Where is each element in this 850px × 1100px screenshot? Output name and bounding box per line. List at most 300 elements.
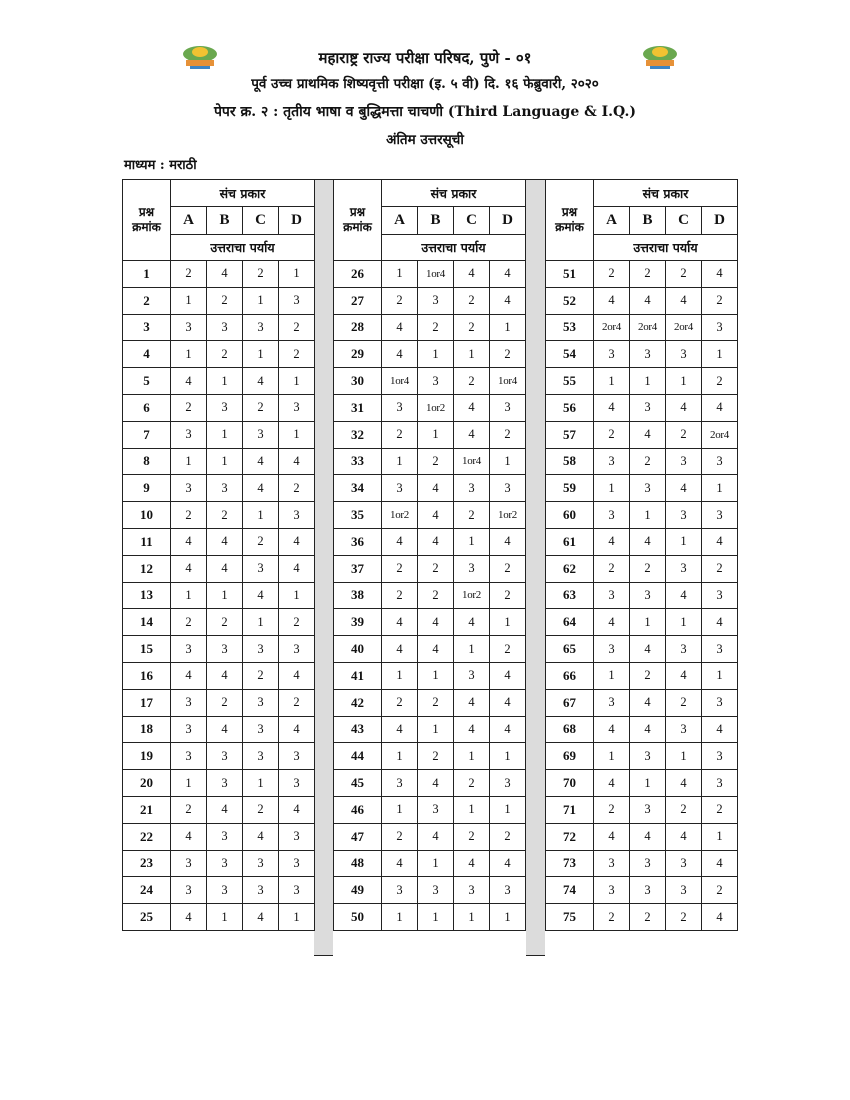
answer-cell: 4 [243,823,279,850]
question-number: 39 [334,609,382,636]
answer-cell: 4 [171,823,207,850]
answer-cell: 4 [243,904,279,931]
answer-cell: 1 [490,904,526,931]
table-row [546,555,738,582]
question-number: 47 [334,823,382,850]
answer-cell: 4 [490,662,526,689]
question-number: 64 [546,609,594,636]
table-row [334,877,526,904]
answer-cell: 3 [666,555,702,582]
question-number: 16 [123,662,171,689]
table-row [123,850,315,877]
table-row [334,662,526,689]
table-row [546,261,738,288]
answer-cell: 4 [279,716,315,743]
answer-cell: 1 [418,662,454,689]
table-row [546,528,738,555]
set-type-header: संच प्रकार [594,180,738,207]
table-row [123,341,315,368]
answer-cell: 4 [207,261,243,288]
answer-cell: 4 [418,823,454,850]
table-row [123,636,315,663]
answer-cell: 4 [594,770,630,797]
table-row [123,582,315,609]
answer-cell: 1or2 [418,394,454,421]
answer-cell: 3 [171,475,207,502]
answer-cell: 3 [207,877,243,904]
answer-cell: 1 [490,609,526,636]
answer-cell: 4 [702,609,738,636]
question-number: 6 [123,394,171,421]
answer-cell: 2 [418,582,454,609]
answer-cell: 3 [630,394,666,421]
answer-cell: 1 [454,796,490,823]
answer-cell: 1or4 [490,368,526,395]
question-number: 67 [546,689,594,716]
answer-cell: 3 [666,502,702,529]
question-number: 32 [334,421,382,448]
question-number: 66 [546,662,594,689]
answer-cell: 4 [490,261,526,288]
answer-cell: 1 [382,448,418,475]
table-row [123,716,315,743]
answer-cell: 1 [490,314,526,341]
answer-cell: 4 [702,261,738,288]
answer-cell: 2 [207,341,243,368]
answer-cell: 4 [490,689,526,716]
answer-cell: 3 [702,502,738,529]
answer-cell: 4 [666,582,702,609]
answer-cell: 3 [279,850,315,877]
table-row [546,448,738,475]
answer-cell: 4 [630,528,666,555]
answer-cell: 1 [702,823,738,850]
answer-cell: 4 [171,528,207,555]
answer-cell: 1 [490,796,526,823]
answer-cell: 2 [666,796,702,823]
answer-cell: 2 [630,261,666,288]
answer-cell: 1 [630,770,666,797]
set-type-header: संच प्रकार [171,180,315,207]
answer-cell: 3 [207,394,243,421]
answer-cell: 2 [171,796,207,823]
answer-cell: 4 [454,421,490,448]
answer-cell: 1or2 [490,502,526,529]
question-number: 31 [334,394,382,421]
answer-cell: 2 [594,261,630,288]
answer-cell: 1 [666,609,702,636]
question-number: 63 [546,582,594,609]
answer-cell: 4 [594,823,630,850]
table-row [546,796,738,823]
answer-cell: 2 [630,555,666,582]
answer-cell: 1 [243,341,279,368]
answer-cell: 2 [490,421,526,448]
answer-cell: 2 [418,448,454,475]
exam-title: पूर्व उच्च प्राथमिक शिष्यवृत्ती परीक्षा (इ. ५ वी) दि. १६ फेब्रुवारी, २०२० [251,76,599,92]
answer-cell: 4 [382,314,418,341]
table-row [546,609,738,636]
answer-cell: 2 [630,662,666,689]
table-row [546,850,738,877]
final-answer-key-title: अंतिम उत्तरसूची [386,132,464,148]
answer-cell: 4 [171,662,207,689]
question-number: 54 [546,341,594,368]
answer-cell: 3 [454,555,490,582]
answer-cell: 1 [594,368,630,395]
answer-cell: 2 [594,555,630,582]
answer-cell: 1or4 [418,261,454,288]
table-row [123,448,315,475]
question-number: 2 [123,287,171,314]
question-number: 37 [334,555,382,582]
table-row [334,287,526,314]
answer-cell: 4 [594,528,630,555]
answer-cell: 3 [490,877,526,904]
table-row [334,770,526,797]
answer-cell: 1 [418,850,454,877]
answer-cell: 4 [630,716,666,743]
table-row [334,502,526,529]
answer-cell: 1 [382,743,418,770]
answer-cell: 3 [594,582,630,609]
answer-cell: 4 [454,850,490,877]
question-number: 5 [123,368,171,395]
table-row [123,609,315,636]
table-row [334,528,526,555]
answer-cell: 2or4 [702,421,738,448]
answer-cell: 3 [630,475,666,502]
answer-cell: 1 [594,662,630,689]
table-row [123,475,315,502]
answer-cell: 1 [630,502,666,529]
answer-cell: 2 [382,287,418,314]
answer-cell: 4 [702,716,738,743]
answer-cell: 3 [171,689,207,716]
answer-cell: 1 [454,904,490,931]
answer-cell: 3 [243,716,279,743]
question-number: 68 [546,716,594,743]
answer-cell: 2 [666,261,702,288]
answer-cell: 3 [418,877,454,904]
answer-cell: 4 [666,823,702,850]
answer-cell: 2 [702,555,738,582]
answer-cell: 4 [243,448,279,475]
table-row [334,448,526,475]
answer-cell: 3 [666,448,702,475]
answer-cell: 1 [382,261,418,288]
answer-cell: 3 [243,743,279,770]
answer-cell: 3 [382,877,418,904]
table-row [546,421,738,448]
answer-cell: 4 [490,850,526,877]
answer-cell: 1 [171,341,207,368]
answer-cell: 3 [279,823,315,850]
answer-cell: 4 [207,716,243,743]
question-number: 42 [334,689,382,716]
answer-cell: 2 [702,368,738,395]
question-number: 75 [546,904,594,931]
question-number: 14 [123,609,171,636]
column-separator [314,179,333,956]
answer-cell: 1 [207,448,243,475]
answer-cell: 3 [454,877,490,904]
question-number: 4 [123,341,171,368]
answer-cell: 3 [279,636,315,663]
answer-option-header: उत्तराचा पर्याय [171,235,315,261]
paper-title: पेपर क्र. २ : तृतीय भाषा व बुद्धिमत्ता चाचणी (Third Language & I.Q.) [213,104,637,120]
question-number: 10 [123,502,171,529]
answer-cell: 1 [171,287,207,314]
question-number: 48 [334,850,382,877]
answer-cell: 4 [666,475,702,502]
question-number: 20 [123,770,171,797]
question-number: 65 [546,636,594,663]
answer-cell: 3 [454,662,490,689]
answer-cell: 3 [171,743,207,770]
answer-cell: 2 [490,823,526,850]
answer-cell: 4 [418,502,454,529]
answer-cell: 3 [666,636,702,663]
answer-cell: 3 [279,877,315,904]
table-row [123,904,315,931]
question-number: 50 [334,904,382,931]
table-row [334,689,526,716]
set-label: D [702,207,738,235]
question-number: 69 [546,743,594,770]
answer-cell: 1 [702,475,738,502]
answer-cell: 4 [279,796,315,823]
question-number: 7 [123,421,171,448]
answer-cell: 1 [243,502,279,529]
answer-cell: 2 [702,796,738,823]
answer-cell: 3 [630,341,666,368]
answer-cell: 1 [418,341,454,368]
set-label: A [382,207,418,235]
question-number: 60 [546,502,594,529]
table-row [123,528,315,555]
answer-cell: 4 [207,555,243,582]
answer-cell: 2 [454,823,490,850]
answer-cell: 4 [666,770,702,797]
question-number: 3 [123,314,171,341]
answer-cell: 1 [279,261,315,288]
answer-cell: 3 [630,877,666,904]
answer-cell: 1 [630,609,666,636]
answer-cell: 3 [594,448,630,475]
answer-cell: 4 [454,261,490,288]
answer-cell: 2 [418,555,454,582]
answer-cell: 4 [594,394,630,421]
answer-cell: 3 [418,287,454,314]
answer-cell: 2 [207,502,243,529]
answer-cell: 1 [207,582,243,609]
table-row [546,823,738,850]
answer-option-header: उत्तराचा पर्याय [382,235,526,261]
table-row [334,421,526,448]
question-number: 46 [334,796,382,823]
answer-cell: 1 [279,904,315,931]
answer-cell: 3 [243,636,279,663]
answer-cell: 4 [243,582,279,609]
question-number: 61 [546,528,594,555]
answer-cell: 1 [454,636,490,663]
answer-cell: 4 [207,796,243,823]
question-number: 13 [123,582,171,609]
table-row [123,287,315,314]
answer-cell: 2 [207,609,243,636]
answer-cell: 2 [702,877,738,904]
question-number: 26 [334,261,382,288]
answer-cell: 4 [666,662,702,689]
table-row [123,555,315,582]
question-number: 56 [546,394,594,421]
table-row [546,689,738,716]
answer-cell: 2or4 [594,314,630,341]
table-row [334,636,526,663]
set-label: A [594,207,630,235]
answer-cell: 3 [279,743,315,770]
table-row [123,394,315,421]
table-row [546,314,738,341]
table-row [546,770,738,797]
question-number: 11 [123,528,171,555]
answer-cell: 3 [279,502,315,529]
answer-cell: 3 [207,770,243,797]
answer-cell: 2 [171,502,207,529]
answer-cell: 2 [171,261,207,288]
answer-cell: 4 [418,770,454,797]
answer-cell: 3 [594,341,630,368]
answer-cell: 3 [382,394,418,421]
question-number: 74 [546,877,594,904]
answer-cell: 3 [454,475,490,502]
answer-cell: 4 [702,850,738,877]
table-row [546,662,738,689]
answer-cell: 1 [666,368,702,395]
table-row [334,716,526,743]
table-row [334,582,526,609]
answer-cell: 4 [382,341,418,368]
question-number: 62 [546,555,594,582]
table-row [546,636,738,663]
answer-cell: 2 [666,421,702,448]
answer-cell: 4 [630,421,666,448]
answer-cell: 4 [243,475,279,502]
answer-cell: 3 [243,555,279,582]
answer-cell: 3 [594,877,630,904]
answer-cell: 2 [171,609,207,636]
table-row [334,261,526,288]
answer-cell: 3 [702,582,738,609]
answer-table-1 [122,179,315,931]
answer-cell: 3 [702,689,738,716]
answer-cell: 2 [418,689,454,716]
answer-cell: 1 [243,609,279,636]
table-row [546,877,738,904]
answer-cell: 1or2 [382,502,418,529]
answer-cell: 2 [382,421,418,448]
question-number: 22 [123,823,171,850]
column-separator [526,179,545,956]
answer-cell: 2 [454,368,490,395]
answer-cell: 3 [207,743,243,770]
answer-cell: 2 [454,770,490,797]
answer-cell: 1 [171,582,207,609]
question-number: 23 [123,850,171,877]
answer-cell: 1 [418,716,454,743]
question-number: 72 [546,823,594,850]
answer-cell: 4 [418,609,454,636]
question-number: 27 [334,287,382,314]
answer-cell: 3 [594,502,630,529]
set-label: C [454,207,490,235]
table-row [546,582,738,609]
council-title: महाराष्ट्र राज्य परीक्षा परिषद, पुणे - ०१ [318,49,532,67]
table-row [546,502,738,529]
answer-cell: 1 [594,743,630,770]
answer-cell: 2or4 [666,314,702,341]
table-row [334,475,526,502]
answer-cell: 4 [382,850,418,877]
table-row [546,904,738,931]
answer-cell: 3 [490,770,526,797]
table-row [334,904,526,931]
table-row [334,823,526,850]
question-number: 19 [123,743,171,770]
table-row [123,662,315,689]
question-number: 41 [334,662,382,689]
answer-cell: 2 [418,743,454,770]
table-row [123,796,315,823]
answer-cell: 1 [490,743,526,770]
question-number-header: प्रश्न क्रमांक [546,180,594,261]
answer-option-header: उत्तराचा पर्याय [594,235,738,261]
answer-cell: 3 [279,394,315,421]
question-number: 21 [123,796,171,823]
answer-cell: 1 [382,662,418,689]
answer-cell: 1 [702,341,738,368]
answer-cell: 3 [666,850,702,877]
answer-cell: 2 [243,261,279,288]
question-number: 1 [123,261,171,288]
answer-cell: 3 [702,636,738,663]
question-number-header: प्रश्न क्रमांक [334,180,382,261]
answer-cell: 2 [490,636,526,663]
answer-cell: 1 [279,582,315,609]
set-label: C [666,207,702,235]
table-row [334,555,526,582]
answer-cell: 3 [243,850,279,877]
answer-cell: 4 [702,528,738,555]
set-type-header: संच प्रकार [382,180,526,207]
answer-cell: 1or4 [382,368,418,395]
question-number: 36 [334,528,382,555]
answer-cell: 4 [279,528,315,555]
answer-cell: 3 [243,314,279,341]
set-label: B [630,207,666,235]
question-number: 43 [334,716,382,743]
set-label: A [171,207,207,235]
answer-cell: 2 [666,904,702,931]
answer-cell: 3 [666,716,702,743]
answer-cell: 1 [382,796,418,823]
answer-cell: 1 [207,421,243,448]
table-row [123,743,315,770]
answer-cell: 4 [454,689,490,716]
answer-cell: 2 [243,394,279,421]
answer-cell: 1or2 [454,582,490,609]
